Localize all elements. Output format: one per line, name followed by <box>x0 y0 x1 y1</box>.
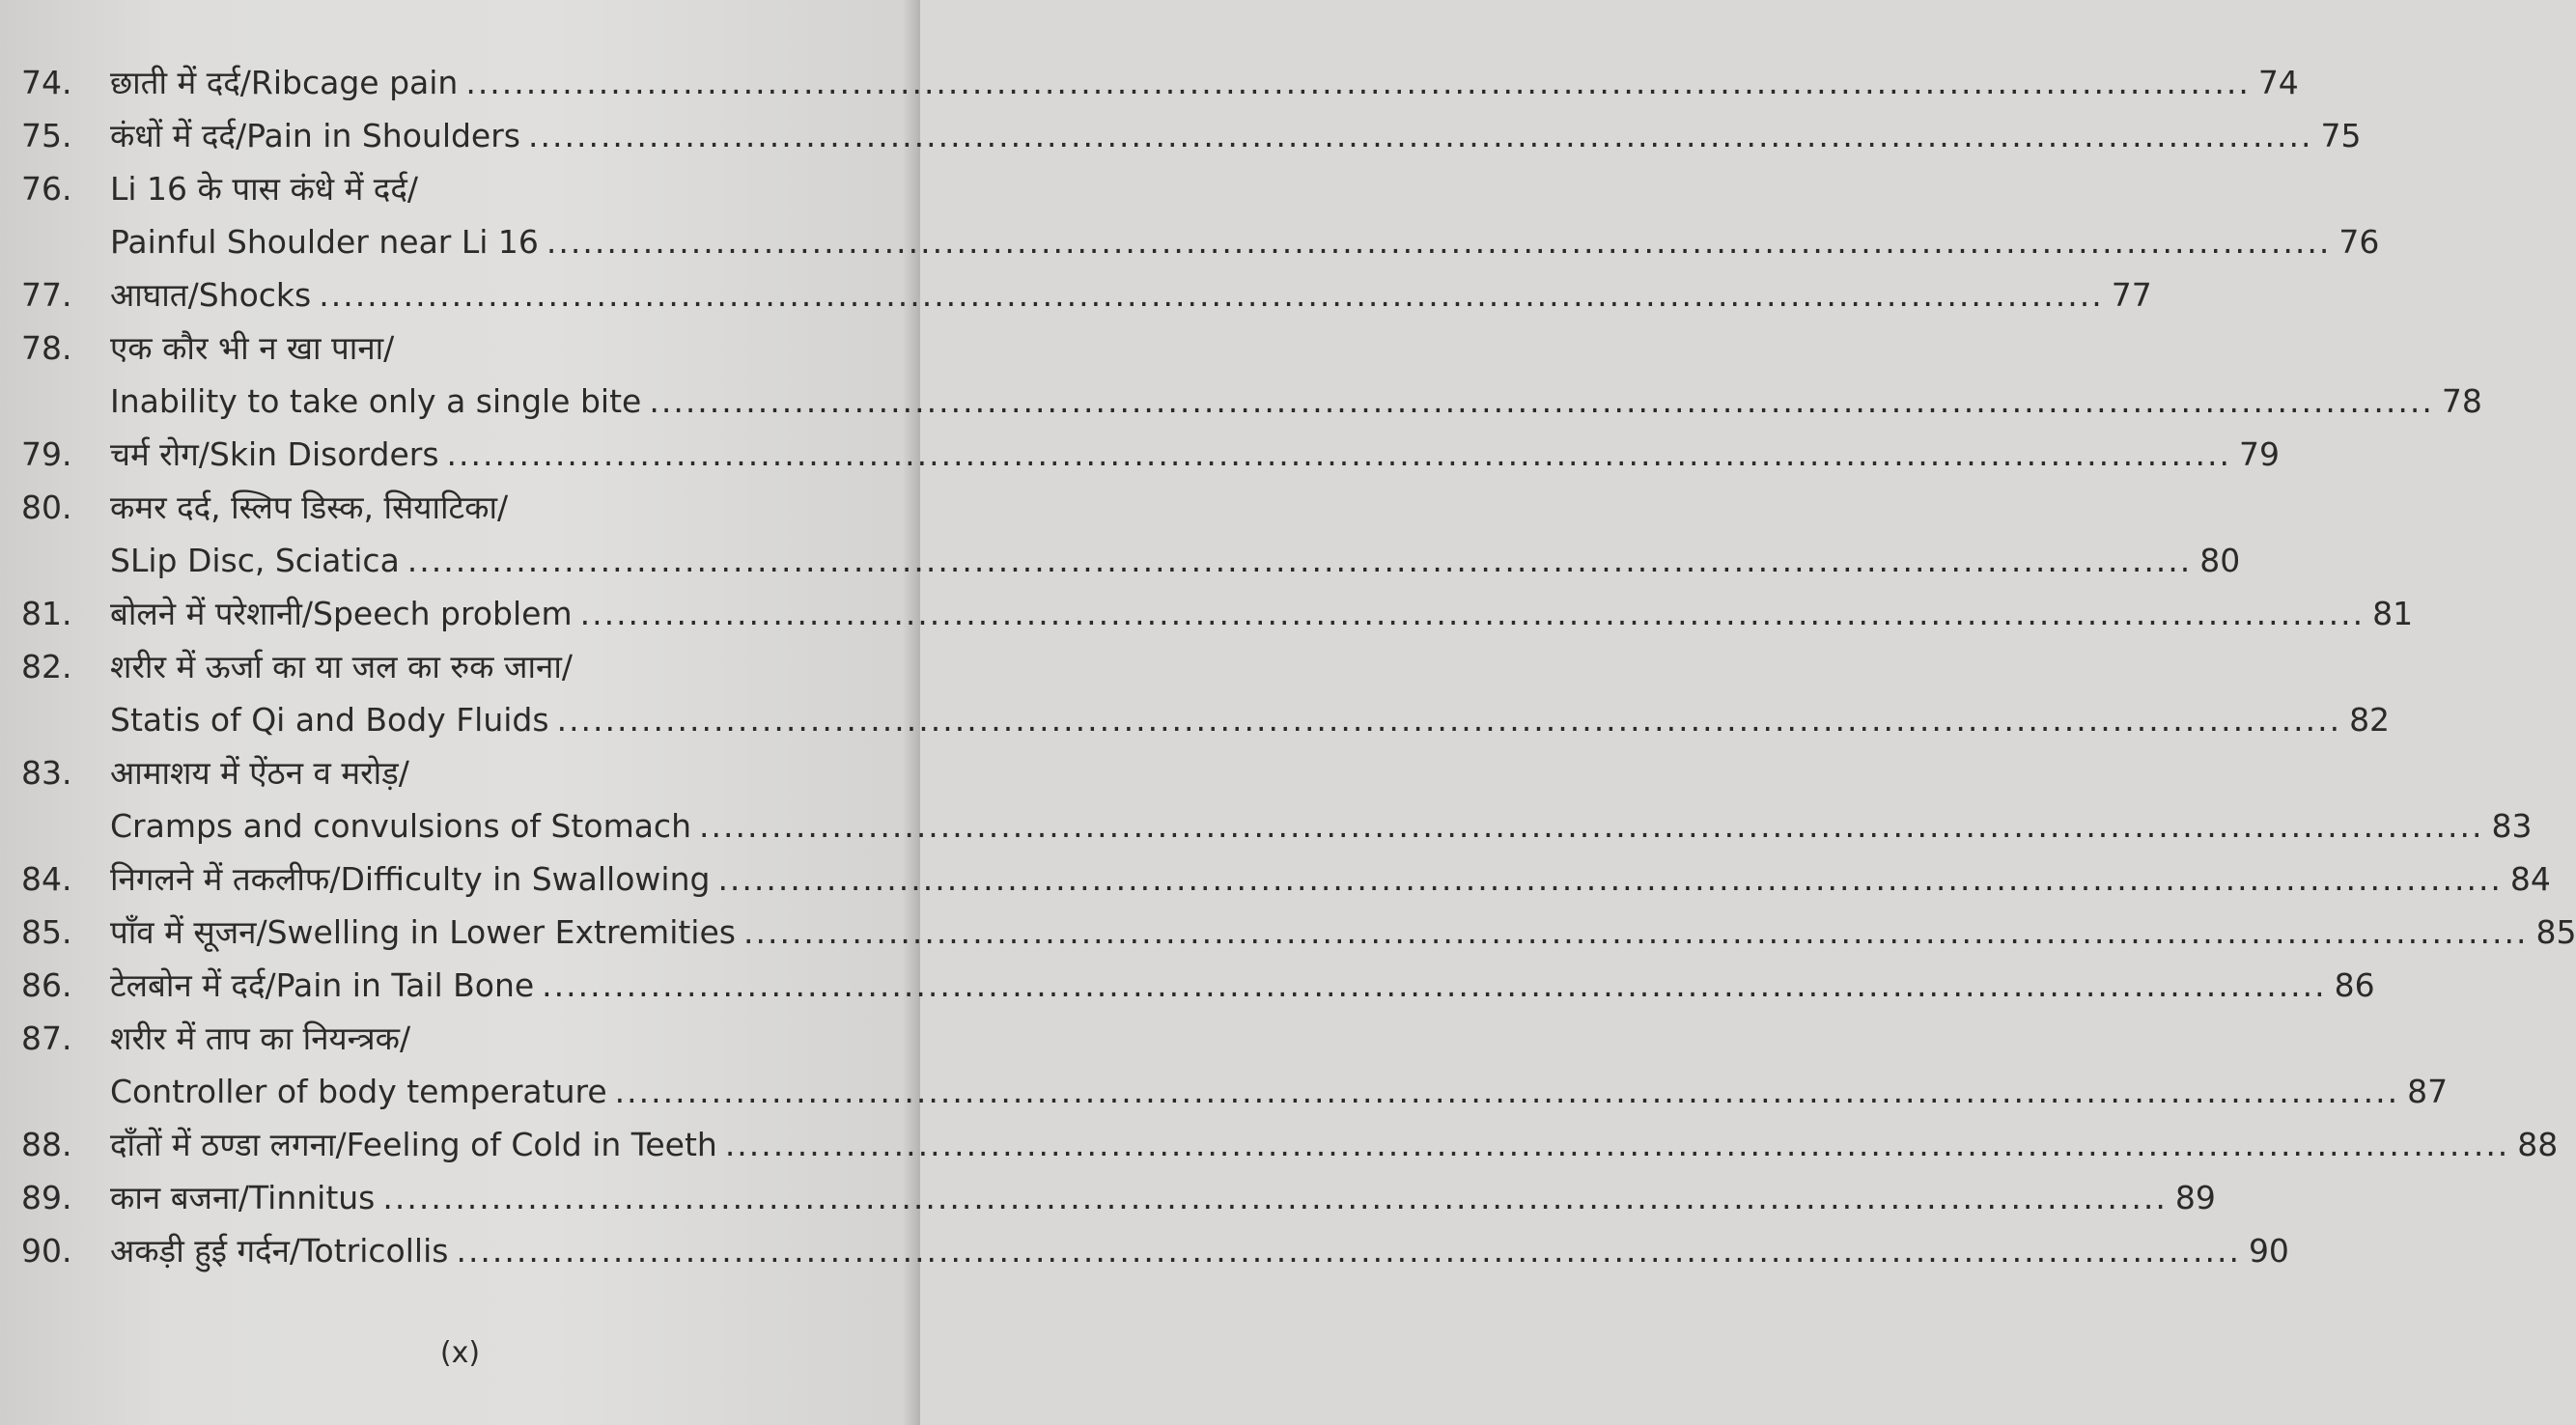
toc-entry-line <box>21 481 896 534</box>
entry-number: 78. <box>21 329 72 367</box>
entry-number: 85. <box>21 913 72 951</box>
entry-page-number: 78 <box>2441 382 2482 420</box>
entry-title: चर्म रोग/Skin Disorders <box>110 435 439 473</box>
entry-number: 88. <box>21 1126 72 1163</box>
entry-title: Painful Shoulder near Li 16 <box>110 223 539 261</box>
entry-title: शरीर में ऊर्जा का या जल का रुक जाना/ <box>110 648 573 685</box>
dot-leader <box>717 852 2502 906</box>
toc-entry <box>21 746 2533 852</box>
toc-entry <box>21 162 2380 268</box>
entry-page-number: 89 <box>2174 1179 2216 1216</box>
entry-number: 81. <box>21 595 72 632</box>
toc-entry <box>21 587 2414 640</box>
toc-entry <box>21 1171 2216 1224</box>
entry-title: निगलने में तकलीफ/Difficulty in Swallowing <box>110 860 711 898</box>
dot-leader <box>725 1118 2509 1171</box>
entry-number: 84. <box>21 860 72 898</box>
dot-leader <box>456 1224 2240 1277</box>
dot-leader <box>407 534 2192 587</box>
dot-leader <box>447 428 2231 481</box>
toc-entry-line <box>21 746 896 799</box>
entry-page-number: 86 <box>2334 966 2375 1004</box>
entry-title: अकड़ी हुई गर्दन/Totricollis <box>110 1232 449 1270</box>
entry-title: Li 16 के पास कंधे में दर्द/ <box>110 170 418 208</box>
toc-entry-line <box>21 959 2375 1012</box>
toc-entry-line <box>21 1065 2449 1118</box>
entry-title: आघात/Shocks <box>110 276 312 314</box>
toc-entry-line <box>21 587 2414 640</box>
entry-title: कमर दर्द, स्लिप डिस्क, सियाटिका/ <box>110 489 509 526</box>
toc-entry-line <box>21 109 2362 162</box>
dot-leader <box>546 215 2331 268</box>
entry-page-number: 82 <box>2349 701 2391 739</box>
toc-entry-line <box>21 693 2391 746</box>
entry-number: 75. <box>21 117 72 154</box>
entry-title: Statis of Qi and Body Fluids <box>110 701 549 739</box>
table-of-contents <box>21 56 2576 1277</box>
dot-leader <box>557 693 2341 746</box>
dot-leader <box>743 906 2528 959</box>
entry-number: 74. <box>21 64 72 101</box>
entry-page-number: 79 <box>2239 435 2280 473</box>
entry-number: 79. <box>21 435 72 473</box>
entry-page-number: 84 <box>2509 860 2551 898</box>
dot-leader <box>649 375 2433 428</box>
entry-number: 76. <box>21 170 72 208</box>
entry-page-number: 90 <box>2248 1232 2289 1270</box>
toc-entry <box>21 959 2375 1012</box>
toc-entry <box>21 321 2482 428</box>
toc-entry-line <box>21 215 2380 268</box>
toc-entry <box>21 268 2152 321</box>
toc-entry-line <box>21 56 2299 109</box>
entry-title: छाती में दर्द/Ribcage pain <box>110 64 459 101</box>
toc-entry <box>21 640 2391 746</box>
entry-title: Controller of body temperature <box>110 1073 607 1110</box>
dot-leader <box>465 56 2250 109</box>
toc-entry-line <box>21 428 2280 481</box>
entry-number: 80. <box>21 489 72 526</box>
entry-title: आमाशय में ऐंठन व मरोड़/ <box>110 754 409 792</box>
entry-title: कंधों में दर्द/Pain in Shoulders <box>110 117 520 154</box>
entry-page-number: 83 <box>2491 807 2533 845</box>
toc-entry-line <box>21 1224 2289 1277</box>
dot-leader <box>580 587 2365 640</box>
dot-leader <box>319 268 2103 321</box>
entry-page-number: 85 <box>2535 913 2576 951</box>
entry-number: 86. <box>21 966 72 1004</box>
toc-entry-line <box>21 162 896 215</box>
entry-title: Inability to take only a single bite <box>110 382 642 420</box>
entry-number: 83. <box>21 754 72 792</box>
toc-entry <box>21 109 2362 162</box>
entry-title: कान बजना/Tinnitus <box>110 1179 376 1216</box>
entry-number: 90. <box>21 1232 72 1270</box>
toc-entry-line <box>21 268 2152 321</box>
entry-number: 89. <box>21 1179 72 1216</box>
toc-entry-line <box>21 1171 2216 1224</box>
dot-leader <box>699 799 2483 852</box>
toc-entry-line <box>21 321 896 375</box>
toc-entry-line <box>21 906 2576 959</box>
toc-entry-line <box>21 799 2533 852</box>
entry-title: पाँव में सूजन/Swelling in Lower Extremities <box>110 913 736 951</box>
entry-number: 87. <box>21 1020 72 1057</box>
entry-page-number: 80 <box>2199 542 2241 579</box>
entry-title: शरीर में ताप का नियन्त्रक/ <box>110 1020 411 1057</box>
entry-page-number: 88 <box>2517 1126 2559 1163</box>
entry-number: 77. <box>21 276 72 314</box>
toc-entry <box>21 428 2280 481</box>
entry-page-number: 74 <box>2257 64 2299 101</box>
entry-page-number: 75 <box>2320 117 2362 154</box>
entry-page-number: 77 <box>2111 276 2152 314</box>
toc-entry-line <box>21 534 2241 587</box>
entry-title: SLip Disc, Sciatica <box>110 542 400 579</box>
dot-leader <box>528 109 2312 162</box>
entry-number: 82. <box>21 648 72 685</box>
entry-title: एक कौर भी न खा पाना/ <box>110 329 395 367</box>
toc-entry-line <box>21 1012 896 1065</box>
toc-entry <box>21 906 2576 959</box>
toc-entry <box>21 481 2241 587</box>
toc-entry-line <box>21 640 896 693</box>
dot-leader <box>382 1171 2167 1224</box>
entry-page-number: 76 <box>2338 223 2380 261</box>
entry-title: दाँतों में ठण्डा लगना/Feeling of Cold in Teeth <box>110 1126 717 1163</box>
toc-entry <box>21 1224 2289 1277</box>
dot-leader <box>615 1065 2399 1118</box>
entry-title: Cramps and convulsions of Stomach <box>110 807 691 845</box>
dot-leader <box>542 959 2326 1012</box>
entry-title: बोलने में परेशानी/Speech problem <box>110 595 573 632</box>
entry-title: टेलबोन में दर्द/Pain in Tail Bone <box>110 966 535 1004</box>
toc-entry <box>21 1118 2559 1171</box>
page-footer-number: (x) <box>439 1336 481 1370</box>
toc-entry <box>21 1012 2449 1118</box>
entry-page-number: 81 <box>2372 595 2414 632</box>
toc-entry-line <box>21 1118 2559 1171</box>
toc-entry <box>21 56 2299 109</box>
toc-entry <box>21 852 2551 906</box>
entry-page-number: 87 <box>2407 1073 2449 1110</box>
toc-entry-line <box>21 375 2482 428</box>
toc-entry-line <box>21 852 2551 906</box>
